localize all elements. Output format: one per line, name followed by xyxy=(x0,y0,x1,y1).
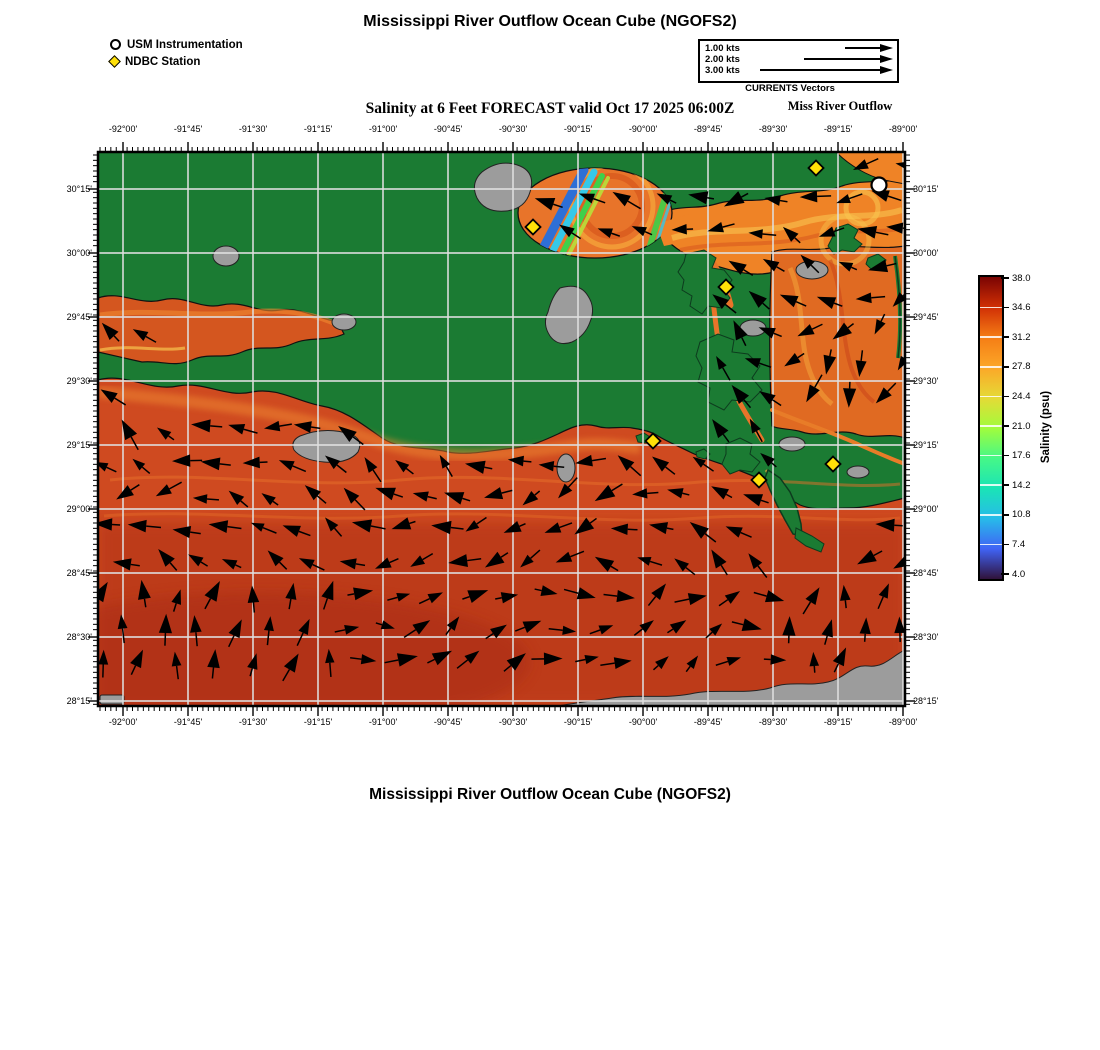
colorbar-tick-label: 14.2 xyxy=(1012,479,1031,491)
lat-tick-label: 29°30' xyxy=(913,376,939,386)
forecast-subtitle: Salinity at 6 Feet FORECAST valid Oct 17 2025 06:00Z xyxy=(365,100,735,117)
colorbar-tick xyxy=(1001,336,1009,338)
colorbar-tick xyxy=(1001,277,1009,279)
lon-tick-label: -91°45' xyxy=(173,124,203,134)
lon-tick-label: -91°45' xyxy=(173,717,203,727)
colorbar-gridline xyxy=(980,396,1002,398)
lon-tick-label: -89°00' xyxy=(888,124,918,134)
lat-tick-label: 30°15' xyxy=(66,184,92,194)
colorbar-tick xyxy=(1001,544,1009,546)
lon-tick-label: -89°00' xyxy=(888,717,918,727)
lon-tick-label: -89°45' xyxy=(693,124,723,134)
legend-row-ndbc xyxy=(110,53,243,70)
lat-tick-label: 28°30' xyxy=(913,632,939,642)
lat-tick-label: 29°45' xyxy=(66,312,92,322)
lon-tick-label: -90°00' xyxy=(628,717,658,727)
lat-tick-label: 28°45' xyxy=(66,568,92,578)
colorbar-gridline xyxy=(980,336,1002,338)
colorbar-gridline xyxy=(980,544,1002,546)
colorbar-tick-label: 38.0 xyxy=(1012,272,1031,284)
lon-tick-label: -90°30' xyxy=(498,124,528,134)
colorbar-tick xyxy=(1001,514,1009,516)
lat-tick-label: 30°00' xyxy=(66,248,92,258)
ndbc-diamond-icon xyxy=(108,55,121,68)
lat-tick-label: 29°00' xyxy=(66,504,92,514)
colorbar-tick-label: 4.0 xyxy=(1012,568,1026,580)
colorbar-gridline xyxy=(980,307,1002,309)
lat-tick-label: 28°15' xyxy=(66,696,92,706)
colorbar xyxy=(978,275,1004,581)
lat-tick-label: 28°45' xyxy=(913,568,939,578)
lon-tick-label: -89°45' xyxy=(693,717,723,727)
ndbc-legend-label: NDBC Station xyxy=(125,55,201,68)
colorbar-gridline xyxy=(980,425,1002,427)
lon-tick-label: -91°15' xyxy=(303,124,333,134)
lon-tick-label: -92°00' xyxy=(108,124,138,134)
colorbar-gridline xyxy=(980,455,1002,457)
bay-band xyxy=(100,348,185,350)
lat-tick-label: 28°30' xyxy=(66,632,92,642)
lon-tick-label: -89°15' xyxy=(823,124,853,134)
colorbar-tick-label: 17.6 xyxy=(1012,450,1031,462)
lon-tick-label: -90°15' xyxy=(563,124,593,134)
lon-tick-label: -90°45' xyxy=(433,124,463,134)
usm-circle-icon xyxy=(110,39,121,50)
region-label: Miss River Outflow xyxy=(787,99,893,113)
lat-tick-label: 29°15' xyxy=(66,440,92,450)
lon-tick-label: -91°00' xyxy=(368,124,398,134)
vector-speed-label: 1.00 kts xyxy=(705,43,740,54)
map-area xyxy=(0,152,920,732)
colorbar-tick-label: 27.8 xyxy=(1012,361,1031,373)
colorbar-tick xyxy=(1001,396,1009,398)
colorbar-tick-label: 34.6 xyxy=(1012,302,1031,314)
lon-tick-label: -90°00' xyxy=(628,124,658,134)
lon-tick-label: -89°30' xyxy=(758,717,788,727)
colorbar-tick-label: 31.2 xyxy=(1012,331,1031,343)
lon-tick-label: -90°30' xyxy=(498,717,528,727)
usm-legend-label: USM Instrumentation xyxy=(127,38,243,51)
legend-row-usm xyxy=(110,36,243,53)
usm-station-marker xyxy=(872,178,887,193)
marker-legend xyxy=(110,36,243,70)
colorbar-tick xyxy=(1001,366,1009,368)
colorbar-tick xyxy=(1001,573,1009,575)
vector-line xyxy=(760,69,880,71)
vector-arrowhead-icon xyxy=(880,66,893,74)
vector-speed-label: 3.00 kts xyxy=(705,65,740,76)
lon-tick-label: -91°15' xyxy=(303,717,333,727)
colorbar-gridline xyxy=(980,366,1002,368)
colorbar-tick xyxy=(1001,455,1009,457)
lat-tick-label: 29°15' xyxy=(913,440,939,450)
vector-arrowhead-icon xyxy=(880,55,893,63)
colorbar-tick xyxy=(1001,425,1009,427)
deep-water-shading xyxy=(0,592,530,732)
lat-tick-label: 29°00' xyxy=(913,504,939,514)
lat-tick-label: 29°45' xyxy=(913,312,939,322)
colorbar-tick xyxy=(1001,307,1009,309)
vector-legend-box xyxy=(698,39,899,83)
lon-tick-label: -89°30' xyxy=(758,124,788,134)
lat-tick-label: 30°00' xyxy=(913,248,939,258)
lon-tick-label: -92°00' xyxy=(108,717,138,727)
colorbar-tick-label: 21.0 xyxy=(1012,420,1031,432)
lat-tick-label: 29°30' xyxy=(66,376,92,386)
vector-legend-caption: CURRENTS Vectors xyxy=(745,83,835,94)
bottom-title: Mississippi River Outflow Ocean Cube (NGOFS2) xyxy=(369,786,731,803)
vector-line xyxy=(804,58,880,60)
colorbar-gridline xyxy=(980,484,1002,486)
colorbar-tick xyxy=(1001,484,1009,486)
lon-tick-label: -89°15' xyxy=(823,717,853,727)
colorbar-gridline xyxy=(980,514,1002,516)
vector-speed-label: 2.00 kts xyxy=(705,54,740,65)
lat-tick-label: 28°15' xyxy=(913,696,939,706)
top-title: Mississippi River Outflow Ocean Cube (NGOFS2) xyxy=(363,13,737,30)
colorbar-title: Salinity (psu) xyxy=(1040,390,1052,464)
lon-tick-label: -91°30' xyxy=(238,124,268,134)
vector-arrowhead-icon xyxy=(880,44,893,52)
lon-tick-label: -90°45' xyxy=(433,717,463,727)
colorbar-tick-label: 24.4 xyxy=(1012,390,1031,402)
vector-line xyxy=(845,47,880,49)
lat-tick-label: 30°15' xyxy=(913,184,939,194)
colorbar-tick-label: 7.4 xyxy=(1012,538,1026,550)
lon-tick-label: -90°15' xyxy=(563,717,593,727)
lon-tick-label: -91°00' xyxy=(368,717,398,727)
lon-tick-label: -91°30' xyxy=(238,717,268,727)
colorbar-tick-label: 10.8 xyxy=(1012,509,1031,521)
